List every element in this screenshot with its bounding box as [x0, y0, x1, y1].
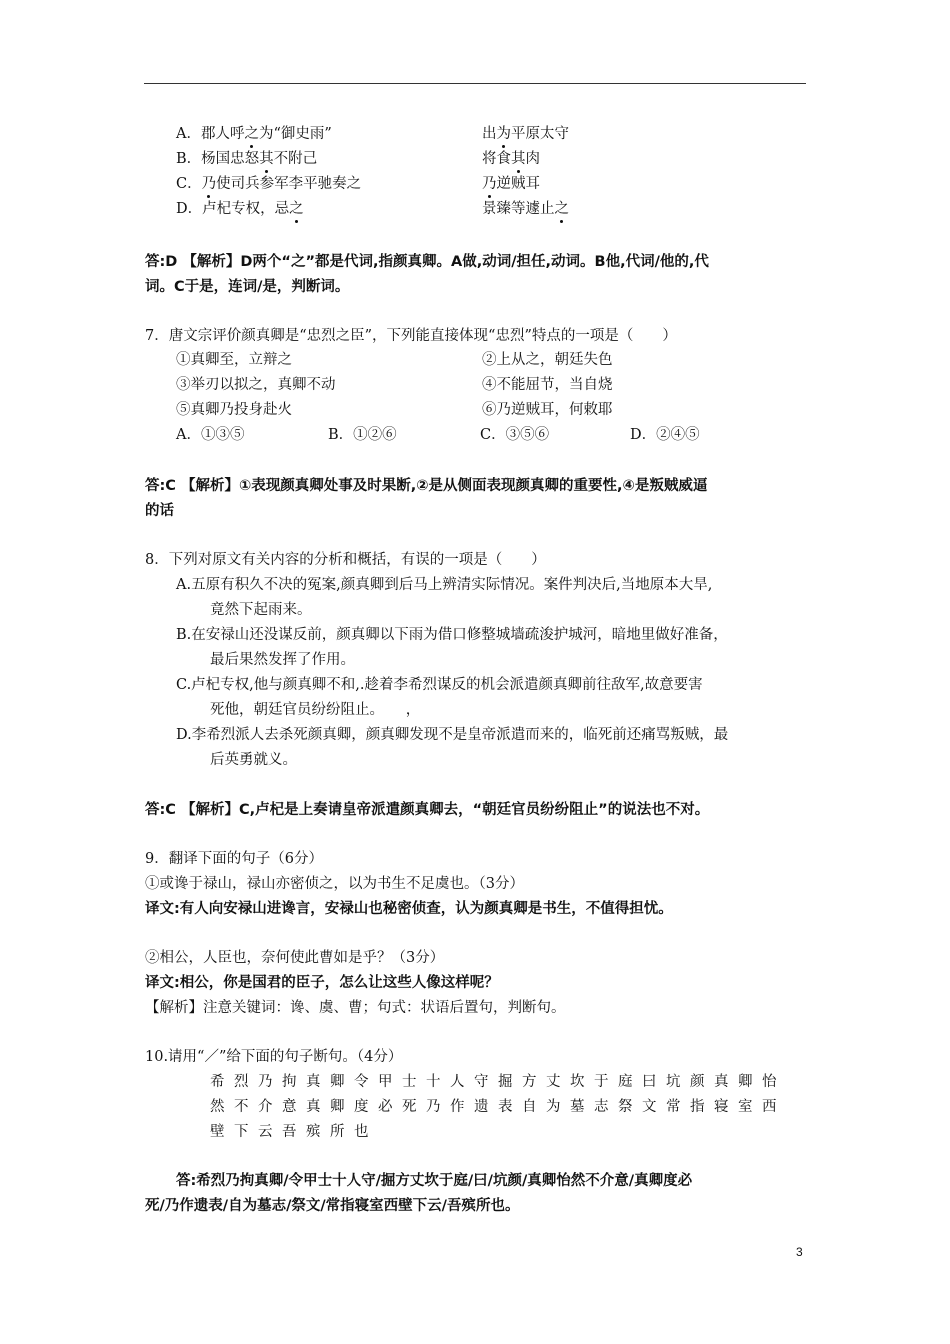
q6-option-b-left: B．杨国忠怒其不附己: [176, 151, 318, 167]
q7-stem: 7．唐文宗评价颜真卿是“忠烈之臣”，下列能直接体现“忠烈”特点的一项是（ ）: [145, 328, 677, 344]
q7-choice-c: C．③⑤⑥: [480, 427, 550, 443]
q8-option-c-line2: 死他，朝廷官员纷纷阻止。 ，: [210, 702, 421, 718]
q9-stem: 9．翻译下面的句子（6分）: [145, 851, 323, 867]
q10-passage-line2: 然不介意真卿度必死乃作遗表自为墓志祭文常指寝室西: [210, 1099, 786, 1115]
q7-choice-d: D．②④⑤: [630, 427, 700, 443]
q6-option-d-left: D．卢杞专权，忌之: [176, 201, 304, 217]
q10-passage-line1: 希烈乃拘真卿令甲士十人守掘方丈坎于庭曰坑颜真卿怡: [210, 1074, 786, 1090]
q8-option-b-line1: B.在安禄山还没谋反前，颜真卿以下雨为借口修整城墙疏浚护城河，暗地里做好准备，: [176, 627, 728, 643]
q7-answer-line2: 的话: [145, 503, 174, 519]
q7-option-3: ③举刃以拟之，真卿不动: [176, 377, 336, 393]
q10-answer-line1: 答:希烈乃拘真卿/令甲士十人守/掘方丈坎于庭/曰/坑颜/真卿怡然不介意/真卿度必: [176, 1173, 693, 1189]
q7-choice-a: A．①③⑤: [176, 427, 245, 443]
q6-option-c-right: 乃逆贼耳: [482, 176, 540, 192]
q8-option-b-line2: 最后果然发挥了作用。: [210, 652, 355, 668]
q7-option-1: ①真卿至，立辩之: [176, 352, 292, 368]
q10-answer-line2: 死/乃作遗表/自为墓志/祭文/常指寝室西壁下云/吾殡所也。: [145, 1198, 520, 1214]
q10-stem: 10.请用“／”给下面的句子断句。（4分）: [145, 1049, 403, 1065]
q7-answer-line1: 答:C 【解析】①表现颜真卿处事及时果断,②是从侧面表现颜真卿的重要性,④是叛贼威逼: [145, 478, 708, 494]
q9-sentence-2: ②相公，人臣也，奈何使此曹如是乎？（3分）: [145, 950, 445, 966]
q6-option-b-right: 将食其肉: [482, 151, 540, 167]
q8-stem: 8．下列对原文有关内容的分析和概括，有误的一项是（ ）: [145, 552, 546, 568]
q9-translation-1: 译文:有人向安禄山进谗言，安禄山也秘密侦查，认为颜真卿是书生，不值得担忧。: [145, 901, 673, 917]
q8-option-a-line1: A.五原有积久不决的冤案,颜真卿到后马上辨清实际情况。案件判决后,当地原本大旱,: [176, 577, 713, 593]
q7-option-4: ④不能屈节，当自烧: [482, 377, 613, 393]
q7-option-2: ②上从之，朝廷失色: [482, 352, 613, 368]
q9-sentence-1: ①或谗于禄山，禄山亦密侦之，以为书生不足虞也。（3分）: [145, 876, 524, 892]
q6-option-a-left: A．郡人呼之为“御史雨”: [176, 126, 332, 142]
q6-answer-line2: 词。C于是，连词/是，判断词。: [145, 279, 350, 295]
q10-passage-line3: 壁下云吾殡所也: [210, 1124, 378, 1140]
q8-option-d-line2: 后英勇就义。: [210, 752, 297, 768]
q8-option-a-line2: 竟然下起雨来。: [210, 602, 312, 618]
q8-option-c-line1: C.卢杞专权,他与颜真卿不和,.趁着李希烈谋反的机会派遣颜真卿前往敌军,故意要害: [176, 677, 703, 693]
q7-choice-b: B．①②⑥: [328, 427, 397, 443]
page-number: 3: [796, 1245, 803, 1259]
q9-analysis: 【解析】注意关键词：谗、虞、曹；句式：状语后置句，判断句。: [145, 1000, 566, 1016]
q6-option-d-right: 景臻等遽止之: [482, 201, 569, 217]
q6-answer-line1: 答:D 【解析】D两个“之”都是代词,指颜真卿。A做,动词/担任,动词。B他,代词/他的,代: [145, 254, 709, 270]
q7-option-6: ⑥乃逆贼耳，何敕耶: [482, 402, 613, 418]
q8-option-d-line1: D.李希烈派人去杀死颜真卿，颜真卿发现不是皇帝派遣而来的，临死前还痛骂叛贼，最: [176, 727, 729, 743]
q6-option-a-right: 出为平原太守: [482, 126, 569, 142]
q9-translation-2: 译文:相公，你是国君的臣子，怎么让这些人像这样呢？: [145, 975, 499, 991]
q6-option-c-left: C．乃使司兵参军李平驰奏之: [176, 176, 362, 192]
header-rule: [144, 83, 806, 84]
q8-answer: 答:C 【解析】C,卢杞是上奏请皇帝派遣颜真卿去，“朝廷官员纷纷阻止”的说法也不对。: [145, 802, 710, 818]
q7-option-5: ⑤真卿乃投身赴火: [176, 402, 292, 418]
